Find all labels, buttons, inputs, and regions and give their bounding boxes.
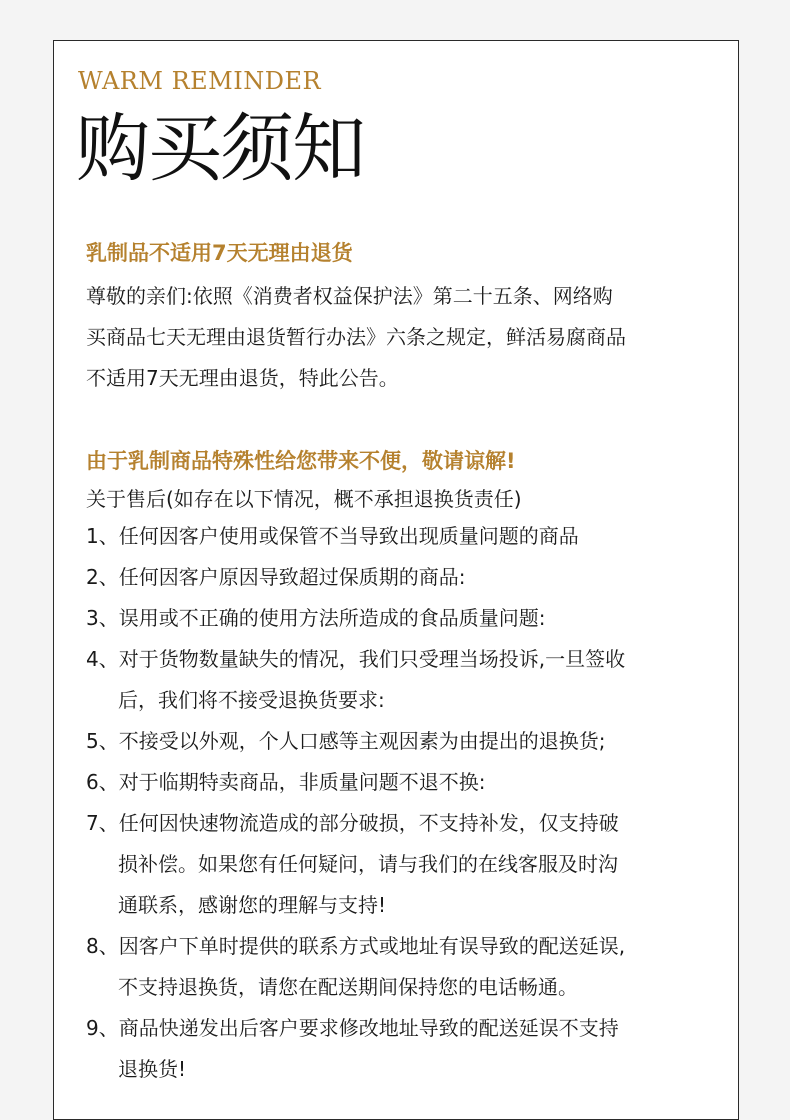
- item-number: 6、: [86, 770, 119, 794]
- list-item: [86, 557, 726, 598]
- item-text: 损补偿。如果您有任何疑问，请与我们的在线客服及时沟: [118, 852, 618, 876]
- list-item: [86, 762, 726, 803]
- item-number: 8、: [86, 934, 119, 958]
- section1-paragraph: [86, 276, 726, 399]
- paragraph-line: 不适用7天无理由退货，特此公告。: [86, 366, 399, 390]
- list-item: [86, 639, 726, 721]
- section1-heading: 乳制品不适用7天无理由退货: [86, 241, 353, 265]
- list-item: [86, 721, 726, 762]
- item-text: 任何因客户原因导致超过保质期的商品:: [118, 565, 466, 589]
- item-text: 任何因客户使用或保管不当导致出现质量问题的商品: [118, 524, 579, 548]
- item-text: 任何因快速物流造成的部分破损，不支持补发，仅支持破: [118, 811, 619, 835]
- item-text: 不支持退换货，请您在配送期间保持您的电话畅通。: [118, 975, 578, 999]
- item-text: 误用或不正确的使用方法所造成的食品质量问题:: [118, 606, 546, 630]
- eyebrow-label: WARM REMINDER: [78, 67, 322, 95]
- list-item: [86, 598, 726, 639]
- item-number: 7、: [86, 811, 119, 835]
- paragraph-line: 买商品七天无理由退货暂行办法》六条之规定，鲜活易腐商品: [86, 325, 626, 349]
- item-text: 商品快递发出后客户要求修改地址导致的配送延误不支持: [118, 1016, 619, 1040]
- item-number: 1、: [86, 524, 119, 548]
- item-number: 5、: [86, 729, 119, 753]
- list-item: [86, 803, 726, 926]
- list-item: [86, 516, 726, 557]
- notice-card: [53, 40, 739, 1120]
- aftersales-list: [86, 516, 726, 1090]
- section2-heading: 由于乳制商品特殊性给您带来不便，敬请谅解!: [86, 449, 516, 473]
- item-text: 不接受以外观，个人口感等主观因素为由提出的退换货;: [118, 729, 606, 753]
- item-text: 通联系，感谢您的理解与支持!: [118, 893, 387, 917]
- list-item: [86, 926, 726, 1008]
- item-number: 9、: [86, 1016, 119, 1040]
- item-text: 退换货!: [118, 1057, 187, 1081]
- item-number: 2、: [86, 565, 119, 589]
- item-text: 后，我们将不接受退换货要求:: [118, 688, 385, 712]
- page-title: 购买须知: [76, 106, 364, 192]
- item-text: 对于货物数量缺失的情况，我们只受理当场投诉,一旦签收: [118, 647, 626, 671]
- item-number: 4、: [86, 647, 119, 671]
- intro-line: 关于售后(如存在以下情况，概不承担退换货责任): [86, 487, 522, 511]
- item-number: 3、: [86, 606, 119, 630]
- section2-intro: [86, 479, 726, 520]
- paragraph-line: 尊敬的亲们:依照《消费者权益保护法》第二十五条、网络购: [86, 284, 613, 308]
- item-text: 对于临期特卖商品，非质量问题不退不换:: [118, 770, 486, 794]
- list-item: [86, 1008, 726, 1090]
- item-text: 因客户下单时提供的联系方式或地址有误导致的配送延误,: [118, 934, 626, 958]
